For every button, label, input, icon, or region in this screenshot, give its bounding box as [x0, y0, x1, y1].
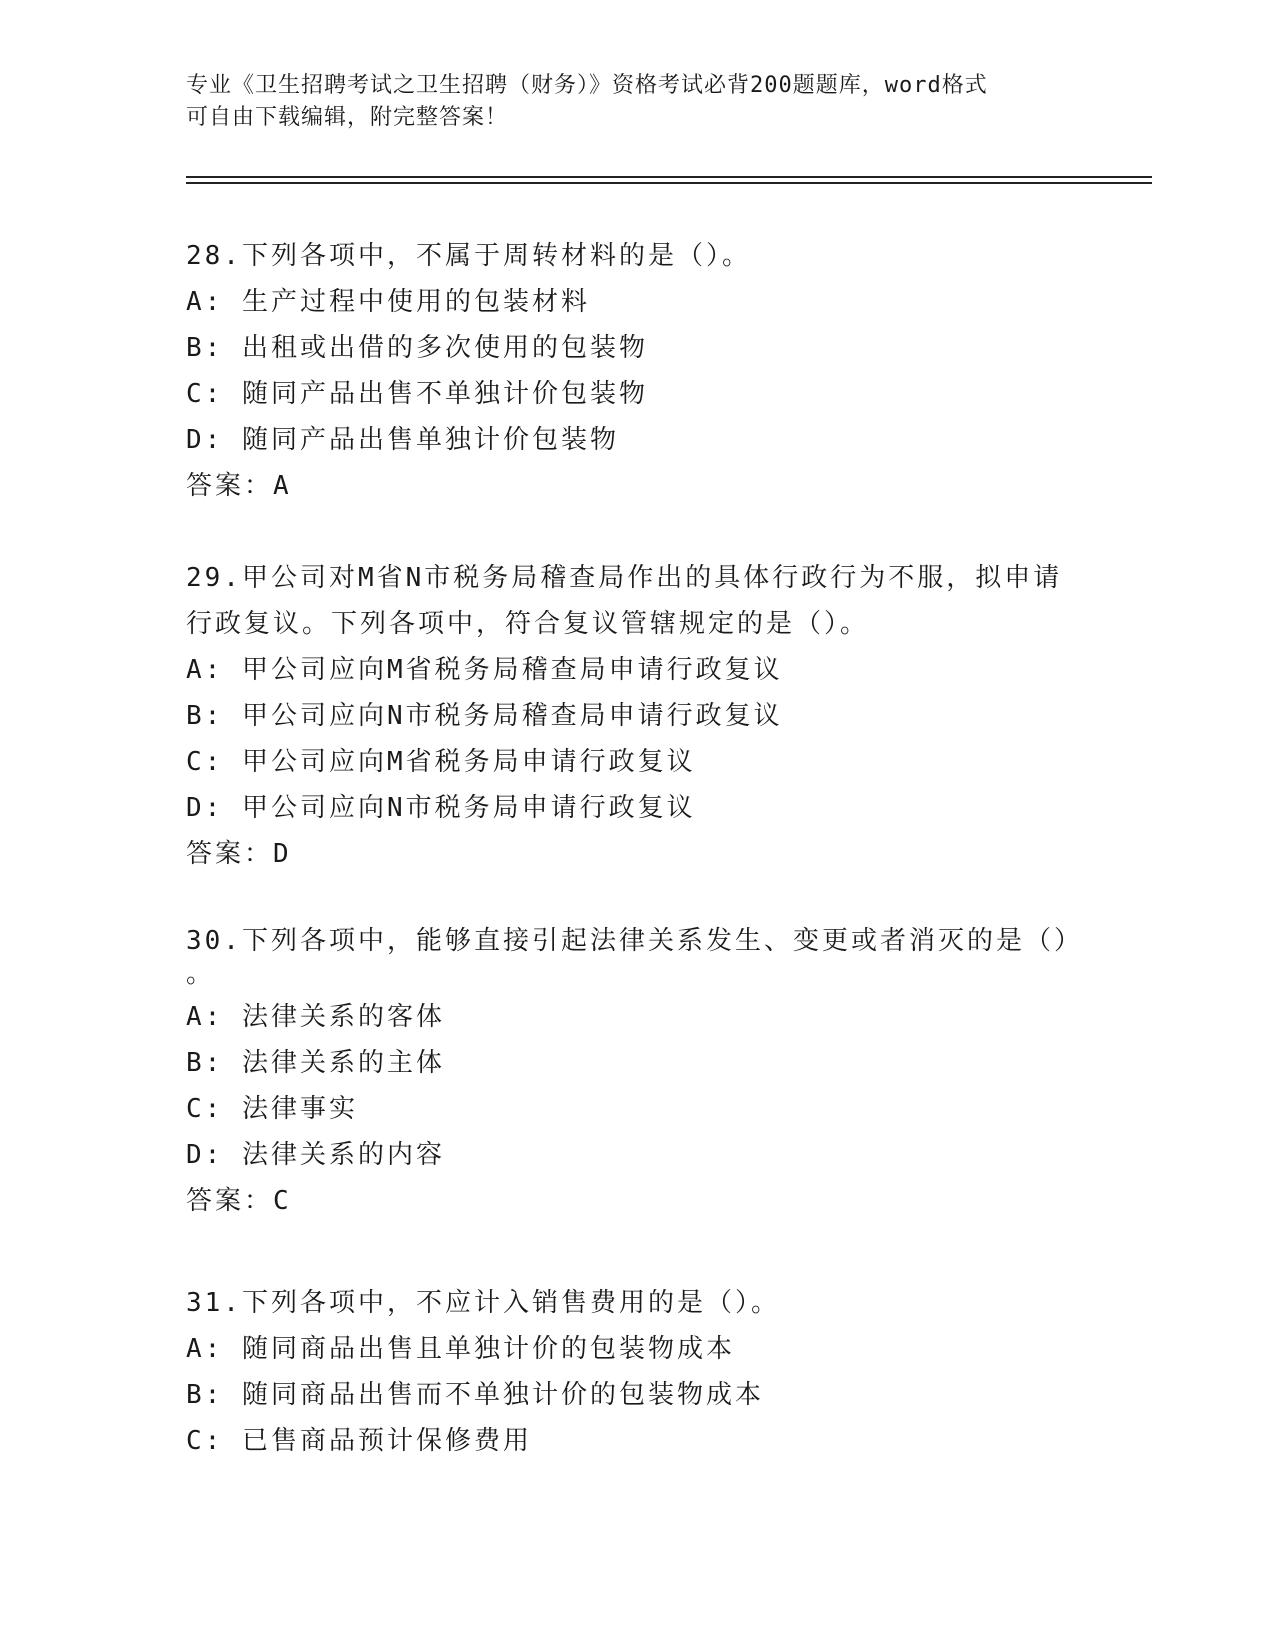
header-line-1: 专业《卫生招聘考试之卫生招聘（财务）》资格考试必背200题题库，word格式 — [186, 73, 988, 98]
question-stem: 28.下列各项中，不属于周转材料的是（）。 — [186, 241, 751, 271]
option-a: A: 法律关系的客体 — [186, 1002, 445, 1032]
option-a: A: 生产过程中使用的包装材料 — [186, 287, 590, 317]
option-d: D: 法律关系的内容 — [186, 1140, 445, 1170]
header-rule-top — [186, 176, 1152, 178]
option-c: C: 甲公司应向M省税务局申请行政复议 — [186, 747, 696, 777]
option-c: C: 法律事实 — [186, 1094, 358, 1124]
question-stem: 30.下列各项中，能够直接引起法律关系发生、变更或者消灭的是（） — [186, 926, 1083, 956]
question-stem-continued: 行政复议。下列各项中，符合复议管辖规定的是（）。 — [186, 609, 870, 639]
question-stem: 31.下列各项中，不应计入销售费用的是（）。 — [186, 1288, 780, 1318]
header-line-2: 可自由下载编辑，附完整答案！ — [186, 105, 509, 130]
header-rule-bottom — [186, 182, 1152, 184]
question-30 — [186, 918, 1086, 1224]
option-d: D: 随同产品出售单独计价包装物 — [186, 425, 619, 455]
option-b: B: 法律关系的主体 — [186, 1048, 445, 1078]
answer: 答案：C — [186, 1186, 292, 1216]
answer: 答案：D — [186, 839, 292, 869]
option-b: B: 随同商品出售而不单独计价的包装物成本 — [186, 1380, 764, 1410]
option-c: C: 已售商品预计保修费用 — [186, 1426, 532, 1456]
option-d: D: 甲公司应向N市税务局申请行政复议 — [186, 793, 696, 823]
option-b: B: 出租或出借的多次使用的包装物 — [186, 333, 648, 363]
question-29 — [186, 555, 1086, 877]
document-header — [186, 70, 1086, 134]
question-stem-continued: 。 — [186, 959, 216, 989]
option-a: A: 随同商品出售且单独计价的包装物成本 — [186, 1334, 735, 1364]
answer: 答案：A — [186, 471, 292, 501]
question-31 — [186, 1280, 1086, 1464]
question-28 — [186, 233, 1086, 509]
question-stem: 29.甲公司对M省N市税务局稽查局作出的具体行政行为不服，拟申请 — [186, 563, 1063, 593]
option-a: A: 甲公司应向M省税务局稽查局申请行政复议 — [186, 655, 783, 685]
option-c: C: 随同产品出售不单独计价包装物 — [186, 379, 648, 409]
option-b: B: 甲公司应向N市税务局稽查局申请行政复议 — [186, 701, 783, 731]
